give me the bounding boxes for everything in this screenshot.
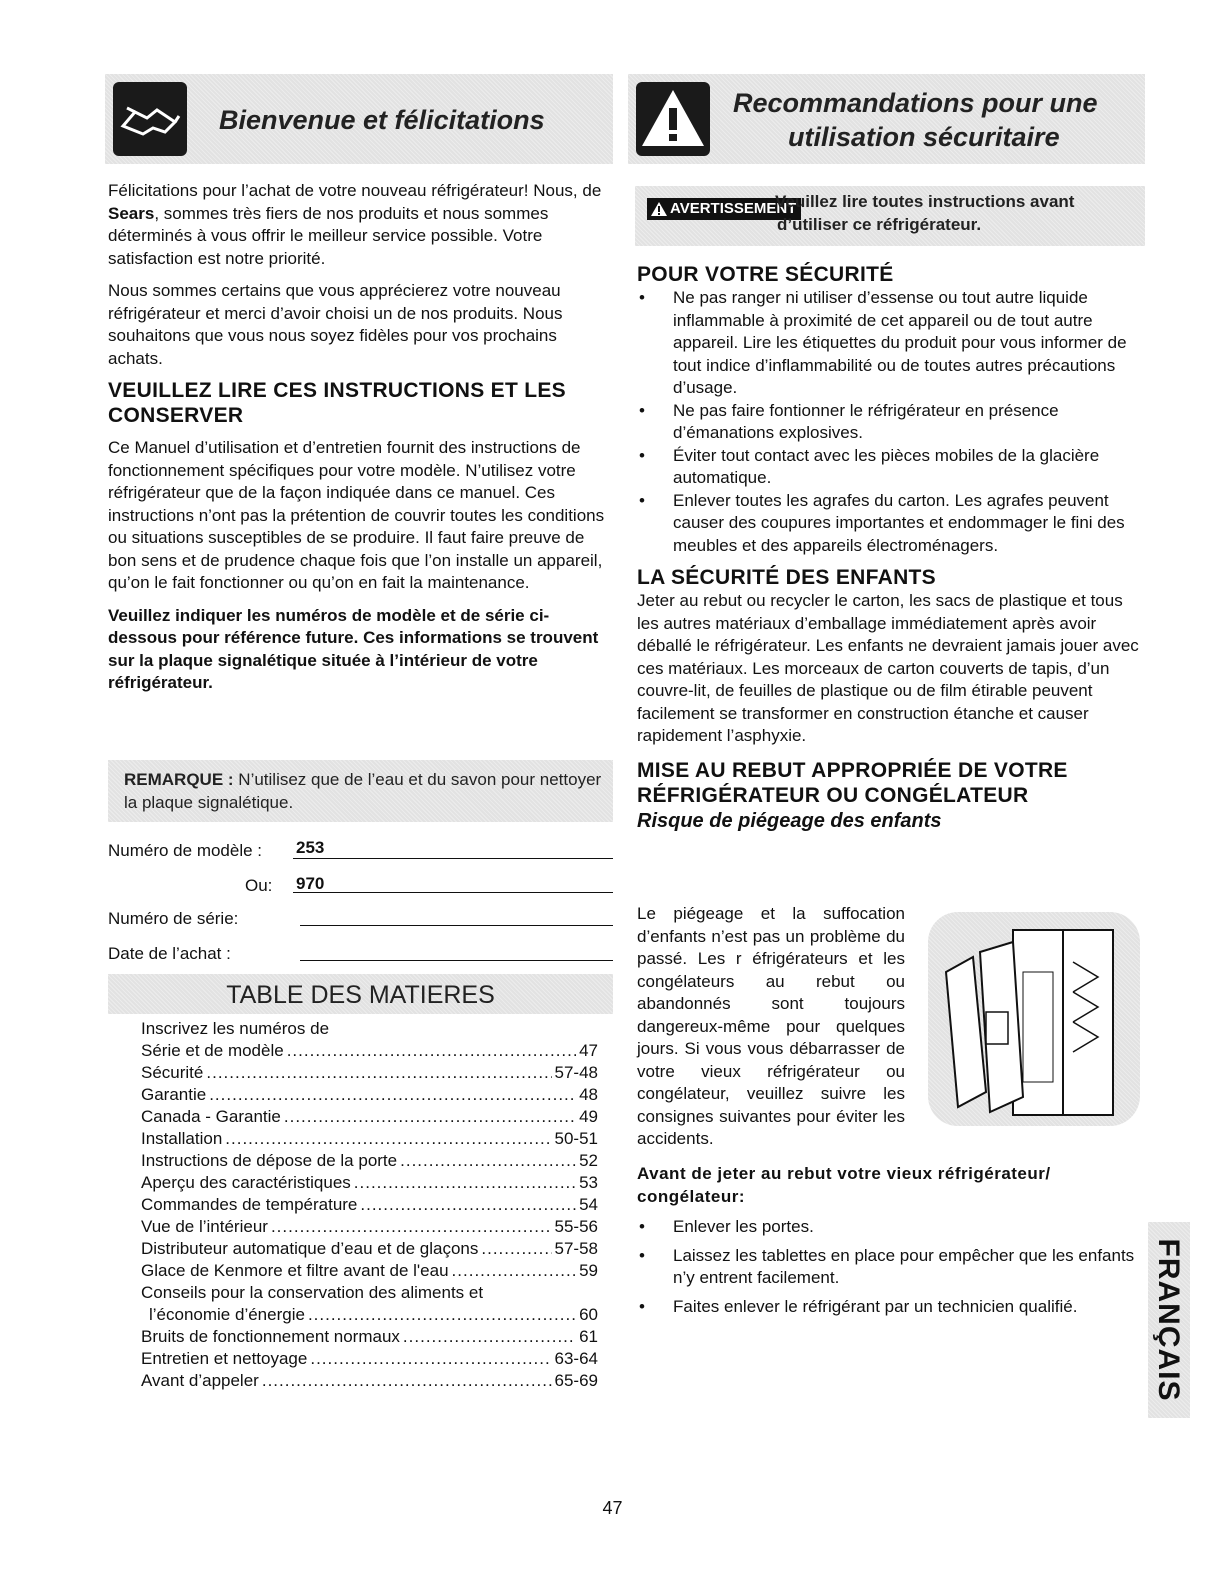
toc-item-label: Avant d’appeler xyxy=(141,1371,259,1390)
toc-item-page: 61 xyxy=(579,1327,598,1346)
children-heading: LA SÉCURITÉ DES ENFANTS xyxy=(637,566,936,589)
or-line xyxy=(293,892,613,893)
bullet-item: • Faites enlever le réfrigérant par un technicien qualifié. xyxy=(637,1296,1145,1319)
toc-item-label: Glace de Kenmore et filtre avant de l'eau xyxy=(141,1261,449,1280)
toc-dots xyxy=(209,1085,576,1105)
left-header xyxy=(105,74,613,164)
date-line[interactable] xyxy=(300,960,613,961)
toc-item-page: 55-56 xyxy=(554,1217,598,1236)
welcome-paragraph-2: Nous sommes certains que vous apprécierez votre nouveau réfrigérateur et merci d’avoir choisi un de nos produits. Nous souhaitons que vous nous soyez fidèles pour vos prochains achats. xyxy=(108,281,563,368)
warning-banner xyxy=(635,186,1145,246)
toc-item-page: 52 xyxy=(579,1151,598,1170)
toc-item-page: 57-58 xyxy=(554,1239,598,1258)
toc-conseils: Conseils pour la conservation des aliments et xyxy=(141,1283,484,1302)
bullet-item: • Ne pas faire fontionner le réfrigérateur en présence d’émanations explosives. xyxy=(637,400,1145,445)
model-line xyxy=(293,858,613,859)
toc-dots xyxy=(271,1217,552,1237)
bullet-item: • Enlever les portes. xyxy=(637,1216,1145,1239)
toc-item-page: 59 xyxy=(579,1261,598,1280)
toc-item-label: Garantie xyxy=(141,1085,207,1104)
page-number: 47 xyxy=(602,1498,623,1518)
children-text: Jeter au rebut ou recycler le carton, les sacs de plastique et tous les autres matériaux d’emballage immédiatement après avoir déballé le réfrigérateur. Les enfants ne devraient jamais jouer avec ces matériaux. Les morceaux de carton couverts de tapis, d’un couvre-lit, de feuilles de plastique ou de film étirable peuvent facilement se transformer en construction étanche et causer rapidement l’asphyxie. xyxy=(637,591,1139,745)
note-text: N’utilisez que de l’eau et du savon pour nettoyer la plaque signalétique. xyxy=(124,770,602,812)
toc-item-page: 50-51 xyxy=(554,1129,598,1148)
toc-item xyxy=(141,1217,598,1239)
toc-item-label: l’économie d’énergie xyxy=(149,1305,305,1324)
toc-item xyxy=(141,1371,598,1393)
safety-list xyxy=(637,287,1145,557)
bullet-item: • Enlever toutes les agrafes du carton. Les agrafes peuvent causer des coupures importantes et endommager le fini des meubles et des appareils électroménagers. xyxy=(637,490,1145,558)
disposal-heading: MISE AU REBUT APPROPRIÉE DE VOTRE RÉFRIGÉRATEUR OU CONGÉLATEUR xyxy=(637,758,1068,807)
toc-item-label: Vue de l’intérieur xyxy=(141,1217,268,1236)
warning-line-2: d’utiliser ce réfrigérateur. xyxy=(777,215,982,234)
toc-item-label: Canada - Garantie xyxy=(141,1107,281,1126)
toc-item-page: 57-48 xyxy=(554,1063,598,1082)
toc-item xyxy=(141,1173,598,1195)
disposal-list xyxy=(637,1216,1145,1318)
toc-item-page: 53 xyxy=(579,1173,598,1192)
toc-item xyxy=(141,1151,598,1173)
toc-item xyxy=(141,1195,598,1217)
toc-item xyxy=(141,1305,598,1327)
toc-dots xyxy=(452,1261,577,1281)
instructions-heading: VEUILLEZ LIRE CES INSTRUCTIONS ET LES CONSERVER xyxy=(108,379,566,427)
before-disposal xyxy=(637,1163,1145,1324)
toc xyxy=(141,1019,598,1393)
warning-triangle-icon xyxy=(636,82,710,156)
disposal-subheading: Risque de piégeage des enfants xyxy=(637,809,942,832)
toc-dots xyxy=(287,1041,576,1061)
right-header xyxy=(628,74,1145,164)
toc-item xyxy=(141,1261,598,1283)
toc-item xyxy=(141,1129,598,1151)
model-label: Numéro de modèle : xyxy=(108,841,263,860)
toc-item xyxy=(141,1107,598,1129)
toc-dots xyxy=(206,1063,551,1083)
toc-item-page: 47 xyxy=(579,1041,598,1060)
warning-line-1: Veuillez lire toutes instructions avant xyxy=(775,192,1075,211)
left-column xyxy=(108,180,613,705)
toc-intro: Inscrivez les numéros de xyxy=(141,1019,330,1038)
instructions-bold-paragraph: Veuillez indiquer les numéros de modèle et de série ci-dessous pour référence future. Ces informations se trouvent sur la plaque signalétique située à l’intérieur de votre réfrigérateur. xyxy=(108,605,599,692)
toc-dots xyxy=(481,1239,551,1259)
toc-item-label: Distributeur automatique d’eau et de glaçons xyxy=(141,1239,479,1258)
note-label: REMARQUE : xyxy=(124,770,234,789)
toc-item-label: Installation xyxy=(141,1129,223,1148)
right-header-title-2: utilisation sécuritaire xyxy=(788,122,1060,152)
warning-badge: AVERTISSEMENT xyxy=(647,198,801,220)
refrigerator-illustration xyxy=(928,912,1140,1126)
toc-item-page: 65-69 xyxy=(554,1371,598,1390)
toc-dots xyxy=(310,1349,551,1369)
toc-item-label: Entretien et nettoyage xyxy=(141,1349,308,1368)
toc-dots xyxy=(284,1107,576,1127)
toc-item-label: Sécurité xyxy=(141,1063,204,1082)
toc-item xyxy=(141,1239,598,1261)
note-box xyxy=(108,760,613,822)
toc-item xyxy=(141,1041,598,1063)
toc-dots xyxy=(308,1305,576,1325)
handshake-icon xyxy=(113,82,187,156)
toc-item xyxy=(141,1063,598,1085)
toc-item xyxy=(141,1085,598,1107)
toc-item-label: Instructions de dépose de la porte xyxy=(141,1151,398,1170)
toc-item-label: Série et de modèle xyxy=(141,1041,284,1060)
toc-item xyxy=(141,1349,598,1371)
toc-item-label: Commandes de température xyxy=(141,1195,358,1214)
toc-item-page: 60 xyxy=(579,1305,598,1324)
toc-item-page: 48 xyxy=(579,1085,598,1104)
bullet-item: • Ne pas ranger ni utiliser d’essense ou tout autre liquide inflammable à proximité de cet appareil ou de tout autre appareil. Lire les étiquettes du produit pour vous informer de tout indice d’inflammabilité ou de toutes autres précautions d’usage. xyxy=(637,287,1145,400)
toc-item xyxy=(141,1327,598,1349)
date-label: Date de l’achat : xyxy=(108,944,231,963)
toc-item-label: Bruits de fonctionnement normaux xyxy=(141,1327,400,1346)
left-header-title: Bienvenue et félicitations xyxy=(219,105,545,135)
disposal-text: Le piégeage et la suffocation d’enfants n’est pas un problème du passé. Les r éfrigérateurs et les congélateurs au rebut ou abandonnés sont toujours dangereux-même pour quelques jours. Si vous vous débarrasser de votre vieux réfrigérateur ou congélateur, veuillez suivre les consignes suivantes pour éviter les accidents. xyxy=(637,904,905,1148)
bullet-item: • Éviter tout contact avec les pièces mobiles de la glacière automatique. xyxy=(637,445,1145,490)
toc-dots xyxy=(360,1195,576,1215)
toc-title: TABLE DES MATIERES xyxy=(226,981,495,1009)
toc-dots xyxy=(403,1327,576,1347)
toc-dots xyxy=(225,1129,551,1149)
side-tab xyxy=(1148,1222,1190,1418)
toc-item-page: 49 xyxy=(579,1107,598,1126)
right-column-top xyxy=(637,262,1145,834)
toc-dots xyxy=(354,1173,576,1193)
welcome-paragraph-1: Félicitations pour l’achat de votre nouveau réfrigérateur! Nous, de Sears, sommes très fiers de nos produits et nous sommes déterminés à vous offrir le meilleur service possible. Votre satisfaction est notre priorité. xyxy=(108,181,602,268)
brand-name: Sears xyxy=(108,203,155,223)
side-tab-text: FRANÇAIS xyxy=(1152,1238,1185,1402)
toc-item-page: 63-64 xyxy=(554,1349,598,1368)
model-value[interactable]: 253 xyxy=(296,838,325,857)
toc-dots xyxy=(400,1151,576,1171)
warning-small-icon xyxy=(651,202,667,216)
or-value[interactable]: 970 xyxy=(296,874,325,893)
or-label: Ou: xyxy=(245,876,273,895)
instructions-paragraph: Ce Manuel d’utilisation et d’entretien fournit des instructions de fonctionnement spécifiques pour votre modèle. N’utilisez votre réfrigérateur que de la façon indiquée dans ce manuel. Ces instructions n’ont pas la prétention de couvrir toutes les conditions ou situations susceptibles de se produire. Il faut faire preuve de bon sens et de prudence chaque fois que l’on installe un appareil, qu’on le fait fonctionner ou qu’on en fait la maintenance. xyxy=(108,438,605,592)
toc-title-bar xyxy=(108,974,613,1014)
toc-item-page: 54 xyxy=(579,1195,598,1214)
toc-item-label: Aperçu des caractéristiques xyxy=(141,1173,351,1192)
right-header-title-1: Recommandations pour une xyxy=(733,88,1098,118)
serial-line[interactable] xyxy=(300,925,613,926)
toc-dots xyxy=(262,1371,552,1391)
bullet-item: • Laissez les tablettes en place pour empêcher que les enfants n’y entrent facilement. xyxy=(637,1245,1145,1290)
serial-label: Numéro de série: xyxy=(108,909,239,928)
before-heading: Avant de jeter au rebut votre vieux réfrigérateur/ congélateur: xyxy=(637,1164,1051,1206)
safety-heading: POUR VOTRE SÉCURITÉ xyxy=(637,263,894,286)
